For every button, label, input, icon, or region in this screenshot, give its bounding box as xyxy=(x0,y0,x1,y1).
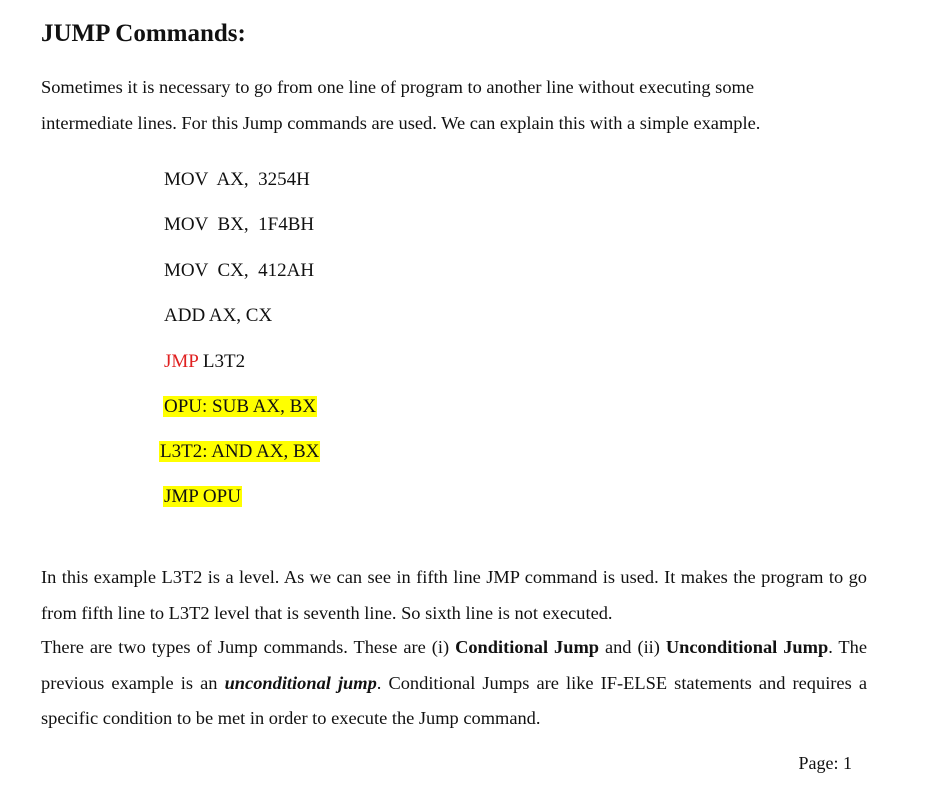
highlighted-code: OPU: SUB AX, BX xyxy=(164,396,317,417)
text-segment: . The previous example is an xyxy=(41,637,868,693)
code-line-3: MOV CX, 412AH xyxy=(164,260,315,281)
unconditional-jump-emphasis: unconditional jump xyxy=(224,672,377,693)
explanation-paragraph: In this example L3T2 is a level. As we can see in fifth line JMP command is used. It makes the program to go from fifth line to L3T2 level that is seventh line. So sixth line is not executed. xyxy=(41,567,867,623)
code-line-2: MOV BX, 1F4BH xyxy=(164,214,315,235)
jump-types-paragraph xyxy=(41,630,867,737)
code-line-8 xyxy=(163,484,242,510)
code-line-1: MOV AX, 3254H xyxy=(164,169,310,190)
text-segment: There are two types of Jump commands. These are (i) xyxy=(41,637,456,657)
unconditional-jump-term: Unconditional Jump xyxy=(665,637,829,657)
highlighted-code: JMP OPU xyxy=(164,486,241,507)
text-segment: . Conditional Jumps are like IF-ELSE statements and requires a specific condition to be met in order to execute the Jump command. xyxy=(41,672,867,728)
intro-line-1: Sometimes it is necessary to go from one line of program to another line without executing some xyxy=(41,77,754,97)
jmp-keyword: JMP xyxy=(164,351,199,372)
intro-paragraph xyxy=(41,70,867,141)
code-line-5 xyxy=(164,349,245,375)
highlighted-code: L3T2: AND AX, BX xyxy=(160,441,320,462)
code-line-7 xyxy=(159,439,320,465)
page-number: Page: 1 xyxy=(798,753,852,773)
page-title: JUMP Commands: xyxy=(41,20,246,47)
intro-line-2: intermediate lines. For this Jump commands are used. We can explain this with a simple example. xyxy=(41,112,761,133)
text-segment: and (ii) xyxy=(599,637,666,657)
jmp-operand: L3T2 xyxy=(198,351,246,372)
conditional-jump-term: Conditional Jump xyxy=(455,637,599,657)
code-line-4: ADD AX, CX xyxy=(164,305,273,326)
code-line-6 xyxy=(163,394,317,420)
